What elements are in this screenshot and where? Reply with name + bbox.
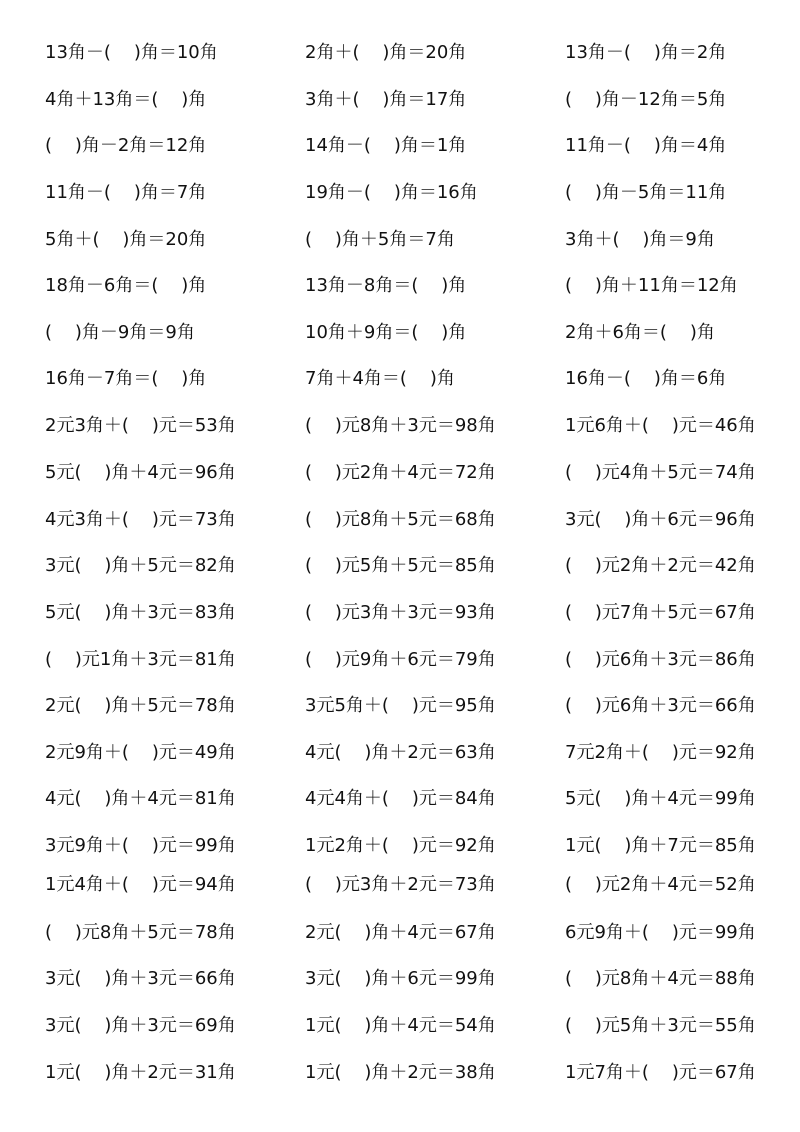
exercise-problem: ( )元5角＋3元＝55角 xyxy=(565,1015,756,1036)
exercise-problem: ( )元4角＋5元＝74角 xyxy=(565,462,756,483)
exercise-problem: ( )角－2角＝12角 xyxy=(45,135,207,156)
exercise-problem: 3元9角＋( )元＝99角 xyxy=(45,835,236,856)
exercise-row xyxy=(0,38,800,68)
exercise-problem: 2元3角＋( )元＝53角 xyxy=(45,415,236,436)
exercise-problem: ( )元3角＋2元＝73角 xyxy=(305,874,496,895)
exercise-problem: 3元( )角＋6元＝96角 xyxy=(565,509,756,530)
exercise-problem: 13角－( )角＝2角 xyxy=(565,42,727,63)
exercise-row xyxy=(0,411,800,441)
exercise-problem: 4元( )角＋4元＝81角 xyxy=(45,788,236,809)
exercise-problem: 3元5角＋( )元＝95角 xyxy=(305,695,496,716)
exercise-problem: ( )元1角＋3元＝81角 xyxy=(45,649,236,670)
exercise-problem: 11角－( )角＝7角 xyxy=(45,182,207,203)
exercise-problem: ( )角－9角＝9角 xyxy=(45,322,195,343)
exercise-problem: ( )元5角＋5元＝85角 xyxy=(305,555,496,576)
exercise-problem: ( )元2角＋4元＝52角 xyxy=(565,874,756,895)
exercise-problem: 4元3角＋( )元＝73角 xyxy=(45,509,236,530)
exercise-problem: ( )元6角＋3元＝66角 xyxy=(565,695,756,716)
exercise-row xyxy=(0,784,800,814)
exercise-problem: 2角＋6角＝( )角 xyxy=(565,322,715,343)
exercise-problem: ( )角＋5角＝7角 xyxy=(305,229,455,250)
exercise-problem: ( )元6角＋3元＝86角 xyxy=(565,649,756,670)
exercise-row xyxy=(0,551,800,581)
exercise-problem: 6元9角＋( )元＝99角 xyxy=(565,922,756,943)
exercise-row xyxy=(0,964,800,994)
exercise-problem: 4元4角＋( )元＝84角 xyxy=(305,788,496,809)
exercise-problem: ( )元8角＋5元＝78角 xyxy=(45,922,236,943)
exercise-problem: 1元6角＋( )元＝46角 xyxy=(565,415,756,436)
exercise-problem: ( )角－5角＝11角 xyxy=(565,182,727,203)
exercise-problem: ( )元9角＋6元＝79角 xyxy=(305,649,496,670)
exercise-problem: 10角＋9角＝( )角 xyxy=(305,322,467,343)
exercise-problem: 18角－6角＝( )角 xyxy=(45,275,207,296)
exercise-row xyxy=(0,831,800,861)
exercise-problem: 1元( )角＋2元＝38角 xyxy=(305,1062,496,1083)
exercise-row xyxy=(0,178,800,208)
exercise-row xyxy=(0,870,800,900)
exercise-problem: 1元( )角＋2元＝31角 xyxy=(45,1062,236,1083)
exercise-problem: 3元( )角＋3元＝66角 xyxy=(45,968,236,989)
exercise-problem: ( )角＋11角＝12角 xyxy=(565,275,738,296)
exercise-problem: 3元( )角＋5元＝82角 xyxy=(45,555,236,576)
exercise-problem: 16角－( )角＝6角 xyxy=(565,368,727,389)
exercise-problem: 19角－( )角＝16角 xyxy=(305,182,478,203)
exercise-problem: ( )元2角＋4元＝72角 xyxy=(305,462,496,483)
exercise-row xyxy=(0,1011,800,1041)
exercise-problem: 1元( )角＋4元＝54角 xyxy=(305,1015,496,1036)
exercise-problem: 3元( )角＋3元＝69角 xyxy=(45,1015,236,1036)
exercise-row xyxy=(0,364,800,394)
exercise-problem: 13角－( )角＝10角 xyxy=(45,42,218,63)
exercise-row xyxy=(0,1058,800,1088)
exercise-problem: 3元( )角＋6元＝99角 xyxy=(305,968,496,989)
exercise-problem: ( )元8角＋3元＝98角 xyxy=(305,415,496,436)
exercise-row xyxy=(0,598,800,628)
exercise-problem: 2角＋( )角＝20角 xyxy=(305,42,467,63)
exercise-row xyxy=(0,458,800,488)
exercise-row xyxy=(0,225,800,255)
exercise-problem: ( )元8角＋5元＝68角 xyxy=(305,509,496,530)
exercise-row xyxy=(0,85,800,115)
exercise-problem: 7角＋4角＝( )角 xyxy=(305,368,455,389)
exercise-problem: 1元( )角＋7元＝85角 xyxy=(565,835,756,856)
exercise-problem: ( )元2角＋2元＝42角 xyxy=(565,555,756,576)
exercise-problem: 5角＋( )角＝20角 xyxy=(45,229,207,250)
exercise-problem: 5元( )角＋4元＝96角 xyxy=(45,462,236,483)
exercise-problem: 5元( )角＋4元＝99角 xyxy=(565,788,756,809)
exercise-row xyxy=(0,691,800,721)
exercise-problem: 3角＋( )角＝17角 xyxy=(305,89,467,110)
exercise-problem: 1元2角＋( )元＝92角 xyxy=(305,835,496,856)
exercise-row xyxy=(0,318,800,348)
exercise-problem: 2元( )角＋5元＝78角 xyxy=(45,695,236,716)
exercise-problem: ( )角－12角＝5角 xyxy=(565,89,727,110)
exercise-row xyxy=(0,918,800,948)
exercise-problem: 13角－8角＝( )角 xyxy=(305,275,467,296)
exercise-problem: 4角＋13角＝( )角 xyxy=(45,89,207,110)
exercise-problem: ( )元7角＋5元＝67角 xyxy=(565,602,756,623)
exercise-problem: 1元4角＋( )元＝94角 xyxy=(45,874,236,895)
exercise-problem: 3角＋( )角＝9角 xyxy=(565,229,715,250)
exercise-problem: 14角－( )角＝1角 xyxy=(305,135,467,156)
exercise-problem: 11角－( )角＝4角 xyxy=(565,135,727,156)
exercise-problem: 4元( )角＋2元＝63角 xyxy=(305,742,496,763)
exercise-row xyxy=(0,131,800,161)
exercise-row xyxy=(0,738,800,768)
exercise-problem: 2元( )角＋4元＝67角 xyxy=(305,922,496,943)
exercise-problem: 5元( )角＋3元＝83角 xyxy=(45,602,236,623)
exercise-row xyxy=(0,505,800,535)
exercise-problem: 16角－7角＝( )角 xyxy=(45,368,207,389)
exercise-problem: 1元7角＋( )元＝67角 xyxy=(565,1062,756,1083)
exercise-problem: 7元2角＋( )元＝92角 xyxy=(565,742,756,763)
exercise-problem: 2元9角＋( )元＝49角 xyxy=(45,742,236,763)
exercise-row xyxy=(0,271,800,301)
exercise-problem: ( )元3角＋3元＝93角 xyxy=(305,602,496,623)
exercise-row xyxy=(0,645,800,675)
exercise-problem: ( )元8角＋4元＝88角 xyxy=(565,968,756,989)
